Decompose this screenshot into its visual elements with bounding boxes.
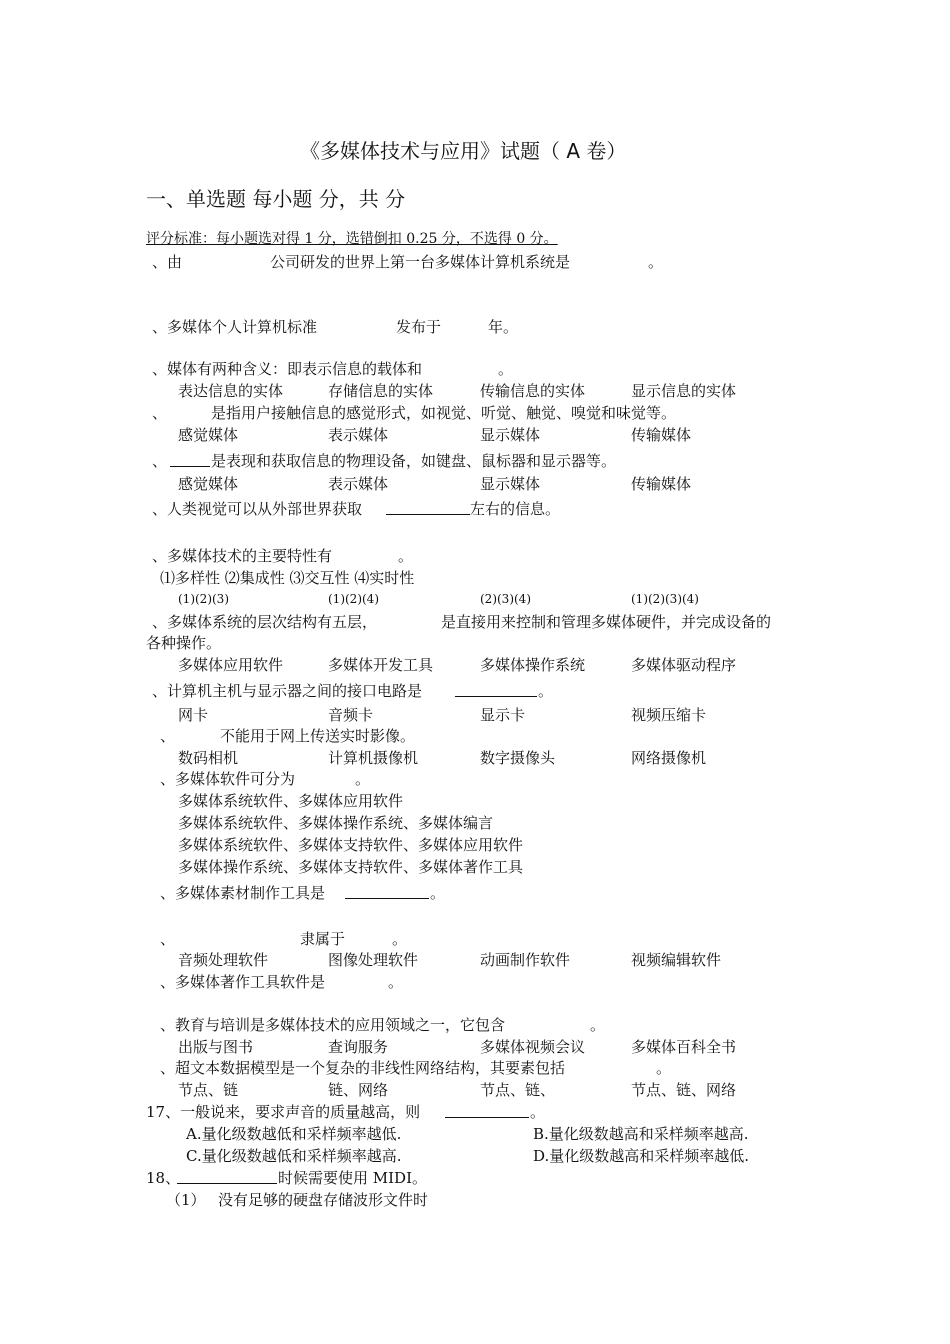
q18-text: 时候需要使用 MIDI。 — [278, 1169, 428, 1187]
q6-blank — [386, 500, 470, 515]
q18-option-1: 没有足够的硬盘存储波形文件时 — [218, 1191, 429, 1209]
q6-text: 、人类视觉可以从外部世界获取 — [152, 500, 363, 518]
q15-end: 。 — [590, 1016, 606, 1034]
q3-option-c: 传输信息的实体 — [480, 382, 586, 400]
q7-text: 、多媒体技术的主要特性有 — [152, 547, 333, 565]
q18-blank — [177, 1169, 277, 1184]
scoring-criteria: 评分标准：每小题选对得 1 分，选错倒扣 0.25 分，不选得 0 分。 — [146, 231, 558, 247]
q16-option-b: 链、网络 — [328, 1081, 389, 1099]
q17-end: 。 — [530, 1103, 546, 1121]
q18-prefix: 18、 — [146, 1169, 181, 1187]
q2-text: 、多媒体个人计算机标准 — [152, 318, 318, 336]
q3-option-a: 表达信息的实体 — [178, 382, 284, 400]
q11-option-c: 多媒体系统软件、多媒体支持软件、多媒体应用软件 — [178, 836, 524, 854]
q8-text-2: 是直接用来控制和管理多媒体硬件，并完成设备的 — [441, 613, 772, 631]
q15-option-c: 多媒体视频会议 — [480, 1038, 586, 1056]
q7-traits: ⑴多样性 ⑵集成性 ⑶交互性 ⑷实时性 — [160, 569, 415, 587]
q3-option-b: 存储信息的实体 — [328, 382, 434, 400]
q10-option-d: 网络摄像机 — [631, 749, 707, 767]
q5-option-b: 表示媒体 — [328, 475, 389, 493]
q11-end: 。 — [355, 770, 371, 788]
q17-option-b: B.量化级数越高和采样频率越高. — [533, 1125, 749, 1143]
q9-option-d: 视频压缩卡 — [631, 706, 707, 724]
q16-text: 、超文本数据模型是一个复杂的非线性网络结构，其要素包括 — [160, 1059, 566, 1077]
q9-end: 。 — [538, 682, 554, 700]
q12-blank — [345, 884, 429, 899]
q13-option-a: 音频处理软件 — [178, 951, 269, 969]
q5-text: 是表现和获取信息的物理设备，如键盘、鼠标器和显示器等。 — [211, 452, 617, 470]
q7-option-b: (1)(2)(4) — [328, 592, 379, 606]
q13-end: 。 — [392, 930, 408, 948]
q11-option-a: 多媒体系统软件、多媒体应用软件 — [178, 792, 404, 810]
q10-option-b: 计算机摄像机 — [328, 749, 419, 767]
q5-option-a: 感觉媒体 — [178, 475, 239, 493]
q2-end: 年。 — [488, 318, 519, 336]
q7-option-c: (2)(3)(4) — [480, 592, 531, 606]
q9-option-a: 网卡 — [178, 706, 209, 724]
q10-option-a: 数码相机 — [178, 749, 239, 767]
q11-text: 、多媒体软件可分为 — [160, 770, 296, 788]
q4-option-c: 显示媒体 — [480, 426, 541, 444]
q1-end: 。 — [648, 253, 664, 271]
section-heading: 一、单选题 每小题 分，共 分 — [146, 187, 406, 211]
q5-blank — [170, 452, 210, 467]
q10-prefix: 、 — [160, 727, 176, 745]
q6-end: 左右的信息。 — [470, 500, 561, 518]
q15-text: 、教育与培训是多媒体技术的应用领域之一，它包含 — [160, 1016, 506, 1034]
q4-option-a: 感觉媒体 — [178, 426, 239, 444]
q3-text: 、媒体有两种含义：即表示信息的载体和 — [152, 360, 423, 378]
q17-option-d: D.量化级数越高和采样频率越低. — [533, 1147, 750, 1165]
q1-prefix: 、由 — [152, 253, 183, 271]
q3-option-d: 显示信息的实体 — [631, 382, 737, 400]
q12-end: 。 — [430, 884, 446, 902]
q13-option-b: 图像处理软件 — [328, 951, 419, 969]
q9-option-b: 音频卡 — [328, 706, 374, 724]
q2-mid: 发布于 — [396, 318, 442, 336]
q18-option-1-number: （1） — [166, 1191, 206, 1209]
q17-text: 17、一般说来，要求声音的质量越高，则 — [146, 1103, 421, 1121]
q16-option-c: 节点、链、 — [480, 1081, 556, 1099]
q9-text: 、计算机主机与显示器之间的接口电路是 — [152, 682, 423, 700]
q17-option-a: A.量化级数越低和采样频率越低. — [186, 1125, 402, 1143]
page-title: 《多媒体技术与应用》试题（ A 卷） — [300, 139, 627, 163]
q11-option-d: 多媒体操作系统、多媒体支持软件、多媒体著作工具 — [178, 858, 524, 876]
q16-option-d: 节点、链、网络 — [631, 1081, 737, 1099]
q13-prefix: 、 — [160, 930, 176, 948]
q5-prefix: 、 — [152, 452, 168, 470]
q16-option-a: 节点、链 — [178, 1081, 239, 1099]
q4-text: 是指用户接触信息的感觉形式，如视觉、听觉、触觉、嗅觉和味觉等。 — [211, 404, 677, 422]
q13-option-c: 动画制作软件 — [480, 951, 571, 969]
q8-option-c: 多媒体操作系统 — [480, 656, 586, 674]
q7-end: 。 — [398, 547, 414, 565]
q17-option-c: C.量化级数越低和采样频率越高. — [186, 1147, 402, 1165]
q4-option-d: 传输媒体 — [631, 426, 692, 444]
q8-continuation: 各种操作。 — [146, 634, 222, 652]
q4-option-b: 表示媒体 — [328, 426, 389, 444]
q13-text: 隶属于 — [300, 930, 346, 948]
q13-option-d: 视频编辑软件 — [631, 951, 722, 969]
q7-option-a: (1)(2)(3) — [178, 592, 229, 606]
q5-option-c: 显示媒体 — [480, 475, 541, 493]
q3-end: 。 — [498, 360, 514, 378]
q15-option-b: 查询服务 — [328, 1038, 389, 1056]
q1-text: 公司研发的世界上第一台多媒体计算机系统是 — [270, 253, 571, 271]
q9-option-c: 显示卡 — [480, 706, 526, 724]
q17-blank — [445, 1103, 529, 1118]
q8-option-b: 多媒体开发工具 — [328, 656, 434, 674]
q8-text: 、多媒体系统的层次结构有五层， — [152, 613, 378, 631]
q5-option-d: 传输媒体 — [631, 475, 692, 493]
q14-end: 。 — [388, 973, 404, 991]
q7-option-d: (1)(2)(3)(4) — [631, 592, 699, 606]
q11-option-b: 多媒体系统软件、多媒体操作系统、多媒体编言 — [178, 814, 494, 832]
q9-blank — [455, 682, 537, 697]
q12-text: 、多媒体素材制作工具是 — [160, 884, 326, 902]
q15-option-d: 多媒体百科全书 — [631, 1038, 737, 1056]
q14-text: 、多媒体著作工具软件是 — [160, 973, 326, 991]
q4-prefix: 、 — [152, 404, 168, 422]
q8-option-d: 多媒体驱动程序 — [631, 656, 737, 674]
q16-end: 。 — [656, 1059, 672, 1077]
q15-option-a: 出版与图书 — [178, 1038, 254, 1056]
q10-option-c: 数字摄像头 — [480, 749, 556, 767]
q10-text: 不能用于网上传送实时影像。 — [220, 727, 416, 745]
q8-option-a: 多媒体应用软件 — [178, 656, 284, 674]
